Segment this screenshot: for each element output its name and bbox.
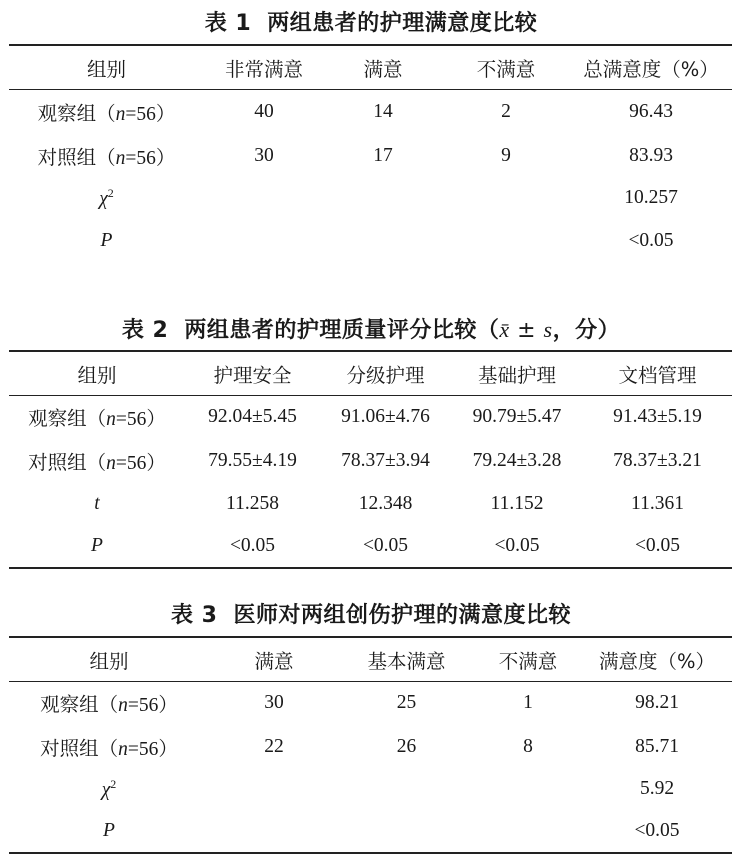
table-cell: 11.258 [226, 492, 279, 514]
mean-symbol: x̄ [499, 317, 510, 342]
table3-header-basically-satisfied: 基本满意 [367, 649, 446, 673]
empty-cell [339, 768, 474, 810]
table3-header-rate: 满意度（%） [598, 649, 716, 673]
table-row-chi-square [9, 768, 732, 810]
table-row-chi-square [9, 176, 732, 220]
empty-cell [442, 220, 570, 262]
empty-cell [324, 220, 442, 262]
table-row [9, 135, 732, 176]
table-cell: 78.37±3.21 [613, 449, 702, 471]
table2-caption [0, 313, 742, 344]
table2-header-row [9, 352, 732, 395]
table1-header-group: 组别 [86, 57, 126, 81]
empty-cell [474, 810, 582, 852]
table1-header-unsatisfied: 不满意 [476, 57, 536, 81]
table3-bottom-rule [9, 852, 732, 854]
table-cell: 85.71 [635, 735, 679, 757]
stat-label: P [91, 535, 103, 556]
table-cell: 30 [264, 692, 284, 713]
table1-caption [0, 6, 742, 37]
table-cell: 8 [523, 735, 533, 757]
table2-bottom-rule [9, 567, 732, 569]
table3-header-group: 组别 [89, 649, 129, 673]
table3-header-row [9, 638, 732, 681]
table3 [9, 638, 732, 852]
table-cell: 10.257 [624, 187, 678, 208]
table-cell: 12.348 [358, 492, 413, 514]
table-cell: 22 [264, 735, 284, 757]
empty-cell [204, 220, 324, 262]
empty-cell [324, 176, 442, 220]
table-cell: 96.43 [629, 101, 673, 122]
table1-header-row [9, 46, 732, 89]
table-cell: 78.37±3.94 [341, 449, 430, 471]
table2 [9, 352, 732, 567]
table-row-t-value [9, 482, 732, 525]
group-label: 对照组（n=56） [28, 450, 166, 474]
table3-title: 医师对两组创伤护理的满意度比较 [233, 603, 571, 628]
table-row-p-value [9, 810, 732, 852]
empty-cell [209, 810, 339, 852]
table2-header-graded-care: 分级护理 [346, 363, 425, 387]
table3-number: 表 3 [171, 603, 218, 628]
group-label: 观察组（n=56） [40, 693, 178, 716]
table3-header-unsatisfied: 不满意 [498, 649, 558, 673]
table3-caption [0, 598, 742, 629]
group-label: 对照组（n=56） [37, 145, 176, 169]
empty-cell [209, 768, 339, 810]
table-cell: 30 [254, 144, 274, 166]
table1-header-satisfied: 满意 [363, 57, 403, 81]
table-cell: 91.06±4.76 [341, 406, 430, 427]
table-cell: 91.43±5.19 [613, 406, 702, 427]
table-cell: 2 [501, 101, 511, 122]
table1-number: 表 1 [204, 11, 252, 36]
empty-cell [204, 176, 324, 220]
table-row [9, 439, 732, 482]
group-label: 观察组（n=56） [28, 407, 166, 430]
table-cell: 11.361 [631, 492, 684, 514]
stat-label: P [100, 230, 113, 251]
table-cell: <0.05 [229, 535, 276, 556]
table2-header-basic-care: 基础护理 [477, 363, 556, 387]
stat-label: $\chi^2$ [99, 185, 114, 210]
table1 [9, 46, 732, 262]
stat-label: t [94, 492, 100, 514]
table2-title: 两组患者的护理质量评分比较（ [184, 318, 500, 343]
table-cell: 83.93 [629, 144, 673, 166]
empty-cell [442, 176, 570, 220]
table-cell: 17 [373, 144, 393, 166]
table-row [9, 395, 732, 439]
sd-symbol: s [543, 317, 553, 342]
table-cell: <0.05 [628, 230, 674, 251]
table-row [9, 725, 732, 768]
table-cell: 26 [396, 735, 417, 757]
group-label: 观察组（n=56） [37, 102, 176, 125]
stat-label: $\chi^2$ [101, 776, 117, 801]
table-cell: <0.05 [362, 535, 409, 556]
table-row [9, 681, 732, 725]
table-cell: <0.05 [634, 820, 680, 841]
table1-header-very-satisfied: 非常满意 [224, 57, 303, 81]
table2-header-documents: 文档管理 [618, 363, 697, 387]
table2-number: 表 2 [121, 318, 169, 343]
table1-header-total-rate: 总满意度（%） [583, 57, 719, 81]
table-cell: 40 [254, 101, 274, 122]
table-row [9, 89, 732, 135]
table-cell: 11.152 [490, 492, 544, 514]
table-cell: 14 [373, 101, 393, 122]
table2-header-group: 组别 [77, 363, 117, 387]
table2-header-safety: 护理安全 [213, 363, 292, 387]
table-cell: 5.92 [639, 778, 675, 799]
table-cell: 1 [523, 692, 533, 713]
table-cell: 79.55±4.19 [208, 449, 297, 471]
table-cell: 98.21 [635, 692, 679, 713]
table3-header-satisfied: 满意 [254, 649, 294, 673]
table-cell: 79.24±3.28 [472, 449, 562, 471]
table-row-p-value [9, 220, 732, 262]
table2-title-tail: ，分） [552, 318, 621, 343]
table1-title: 两组患者的护理满意度比较 [267, 11, 538, 36]
stat-label: P [103, 820, 115, 841]
group-label: 对照组（n=56） [40, 736, 178, 760]
table-cell: <0.05 [494, 535, 540, 556]
table-cell: 25 [396, 692, 417, 713]
table-row-p-value [9, 525, 732, 567]
plus-minus-symbol: ± [509, 318, 544, 343]
empty-cell [339, 810, 474, 852]
table-cell: 92.04±5.45 [208, 406, 297, 427]
table-cell: 90.79±5.47 [472, 406, 562, 427]
table-cell: 9 [501, 144, 511, 166]
empty-cell [474, 768, 582, 810]
table-cell: <0.05 [634, 535, 681, 556]
